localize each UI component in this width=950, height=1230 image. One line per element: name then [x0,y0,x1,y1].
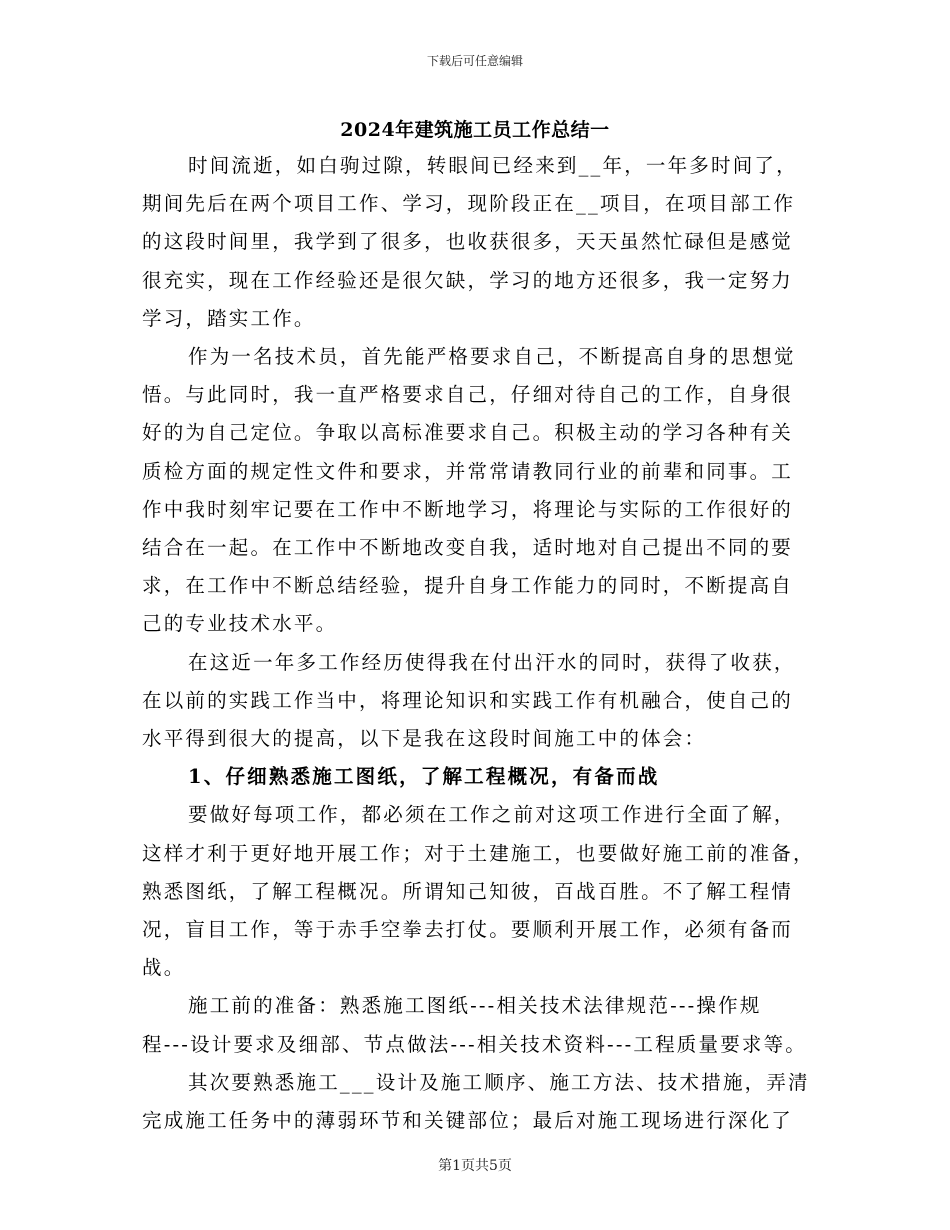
body-text-line: 作中我时刻牢记要在工作中不断地学习，将理论与实际的工作很好的 [142,497,794,521]
body-text-line: 时间流逝，如白驹过隙，转眼间已经来到__年，一年多时间了， [188,154,798,177]
body-text-line: 作为一名技术员，首先能严格要求自己，不断提高自身的思想觉 [188,345,796,368]
body-text-line: 求，在工作中不断总结经验，提升自身工作能力的同时，不断提高自 [142,574,794,598]
body-text-line: 这样才利于更好地开展工作；对于土建施工，也要做好施工前的准备， [142,841,815,865]
body-text-line: 学习，踏实工作。 [142,306,316,330]
body-text-line: 战。 [142,956,186,980]
body-text-line: 程---设计要求及细部、节点做法---相关技术资料---工程质量要求等。 [142,1032,808,1056]
body-text-line: 己的专业技术水平。 [142,612,338,636]
body-text-line: 熟悉图纸，了解工程概况。所谓知己知彼，百战百胜。不了解工程情 [142,879,794,903]
body-text-line: 好的为自己定位。争取以高标准要求自己。积极主动的学习各种有关 [142,421,794,445]
body-text-line: 结合在一起。在工作中不断地改变自我，适时地对自己提出不同的要 [142,536,794,559]
body-text-line: 况，盲目工作，等于赤手空拳去打仗。要顺利开展工作，必须有备而 [142,918,794,941]
document-title: 2024年建筑施工员工作总结一 [340,119,610,141]
body-text-line: 期间先后在两个项目工作、学习，现阶段正在__项目，在项目部工作 [142,192,796,216]
body-text-line: 要做好每项工作，都必须在工作之前对这项工作进行全面了解， [188,803,796,827]
body-text-line: 其次要熟悉施工___设计及施工顺序、施工方法、技术措施，弄清 [188,1070,810,1094]
body-text-line: 的这段时间里，我学到了很多，也收获很多，天天虽然忙碌但是感觉 [142,230,794,254]
body-text-line: 完成施工任务中的薄弱环节和关键部位；最后对施工现场进行深化了 [142,1109,794,1132]
body-text-line: 很充实，现在工作经验还是很欠缺，学习的地方还很多，我一定努力 [142,268,794,292]
header-note: 下载后可任意编辑 [426,54,523,68]
body-text-line: 施工前的准备：熟悉施工图纸---相关技术法律规范---操作规 [188,994,762,1018]
page-footer: 第1页共5页 [438,1158,512,1174]
body-text-line: 悟。与此同时，我一直严格要求自己，仔细对待自己的工作，自身很 [142,383,794,407]
section-heading: 1、仔细熟悉施工图纸，了解工程概况，有备而战 [188,765,660,789]
body-text-line: 水平得到很大的提高，以下是我在这段时间施工中的体会： [142,727,707,750]
body-text-line: 在这近一年多工作经历使得我在付出汗水的同时，获得了收获， [188,650,796,674]
body-text-line: 质检方面的规定性文件和要求，并常常请教同行业的前辈和同事。工 [142,459,794,483]
body-text-line: 在以前的实践工作当中，将理论知识和实践工作有机融合，使自己的 [142,688,794,712]
